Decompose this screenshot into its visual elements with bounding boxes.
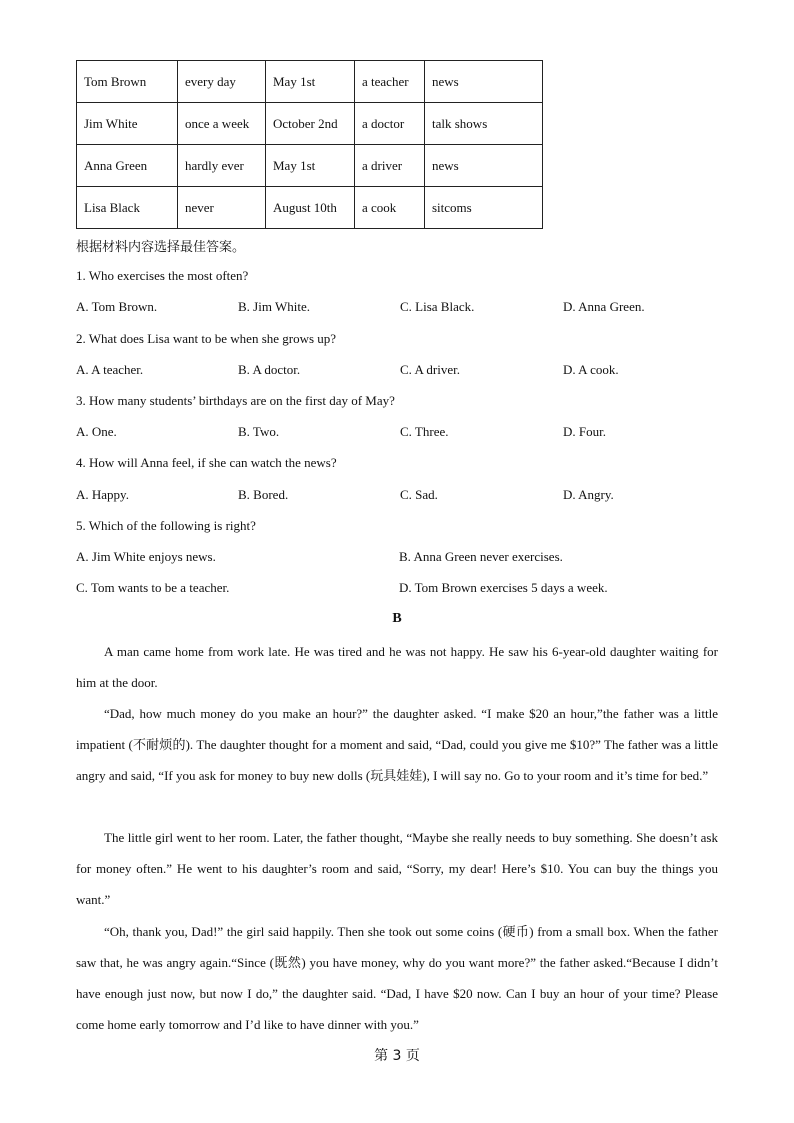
passage-paragraph-2: “Dad, how much money do you make an hour?” the daughter asked. “I make $20 an hour,”the father was a little impatient (不耐烦的). The daughter thought for a moment and said, “Dad, could you give me $10?” The father was a little angry and said, “If you ask for money to buy new dolls (玩具娃娃), I will say no. Go to your room and it’s time for bed.” <box>76 706 718 783</box>
instruction-text: 根据材料内容选择最佳答案。 <box>76 240 246 255</box>
q3-option-d: D. Four. <box>563 424 606 439</box>
table-row <box>77 103 543 145</box>
table-row <box>77 187 543 229</box>
q3-option-c: C. Three. <box>400 424 449 439</box>
table-cell: Lisa Black <box>77 187 178 229</box>
q5-option-a: A. Jim White enjoys news. <box>76 549 216 564</box>
q2-option-a: A. A teacher. <box>76 362 144 377</box>
q4-option-a: A. Happy. <box>76 487 129 502</box>
passage-paragraph-4: “Oh, thank you, Dad!” the girl said happily. Then she took out some coins (硬币) from a small box. When the father saw that, he was angry again.“Since (既然) you have money, why do you want more?” the father asked.“Because I didn’t have enough just now, but now I do,” the daughter said. “Dad, I have $20 now. Can I buy an hour of your time? Please come home early tomorrow and I’d like to have dinner with you.” <box>76 924 718 1032</box>
q5-option-d: D. Tom Brown exercises 5 days a week. <box>399 580 608 595</box>
student-info-table <box>76 60 543 229</box>
table-cell: May 1st <box>266 61 355 103</box>
q5-option-b: B. Anna Green never exercises. <box>399 549 563 564</box>
table-cell: news <box>425 61 543 103</box>
table-cell: talk shows <box>425 103 543 145</box>
table-cell: a cook <box>355 187 425 229</box>
table-cell: August 10th <box>266 187 355 229</box>
question-5: 5. Which of the following is right? <box>76 518 256 533</box>
table-row <box>77 145 543 187</box>
q1-option-a: A. Tom Brown. <box>76 299 158 314</box>
q1-option-c: C. Lisa Black. <box>400 299 475 314</box>
question-4: 4. How will Anna feel, if she can watch the news? <box>76 455 337 470</box>
question-1: 1. Who exercises the most often? <box>76 268 249 283</box>
q5-option-c: C. Tom wants to be a teacher. <box>76 580 230 595</box>
table-cell: a teacher <box>355 61 425 103</box>
table-cell: Jim White <box>77 103 178 145</box>
table-cell: Anna Green <box>77 145 178 187</box>
q2-option-b: B. A doctor. <box>238 362 301 377</box>
table-cell: May 1st <box>266 145 355 187</box>
passage-paragraph-1: A man came home from work late. He was tired and he was not happy. He saw his 6-year-old daughter waiting for him at the door. <box>76 644 718 690</box>
q3-option-b: B. Two. <box>238 424 280 439</box>
page-number: 第 3 页 <box>374 1048 420 1064</box>
q4-option-d: D. Angry. <box>563 487 614 502</box>
q4-option-c: C. Sad. <box>400 487 438 502</box>
table-cell: once a week <box>178 103 266 145</box>
q1-option-b: B. Jim White. <box>238 299 310 314</box>
q2-option-c: C. A driver. <box>400 362 460 377</box>
table-cell: a doctor <box>355 103 425 145</box>
q2-option-d: D. A cook. <box>563 362 619 377</box>
table-cell: never <box>178 187 266 229</box>
table-cell: every day <box>178 61 266 103</box>
question-2: 2. What does Lisa want to be when she grows up? <box>76 331 337 346</box>
q3-option-a: A. One. <box>76 424 117 439</box>
table-cell: sitcoms <box>425 187 543 229</box>
q1-option-d: D. Anna Green. <box>563 299 645 314</box>
table-cell: a driver <box>355 145 425 187</box>
table-cell: news <box>425 145 543 187</box>
section-b-heading: B <box>392 611 402 626</box>
table-cell: October 2nd <box>266 103 355 145</box>
passage-paragraph-3: The little girl went to her room. Later, the father thought, “Maybe she really needs to buy something. She doesn’t ask for money often.” He went to his daughter’s room and said, “Sorry, my dear! Here’s $10. You can buy the things you want.” <box>76 830 718 907</box>
table-row <box>77 61 543 103</box>
table-cell: Tom Brown <box>77 61 178 103</box>
table-cell: hardly ever <box>178 145 266 187</box>
q4-option-b: B. Bored. <box>238 487 289 502</box>
question-3: 3. How many students’ birthdays are on the first day of May? <box>76 393 395 408</box>
